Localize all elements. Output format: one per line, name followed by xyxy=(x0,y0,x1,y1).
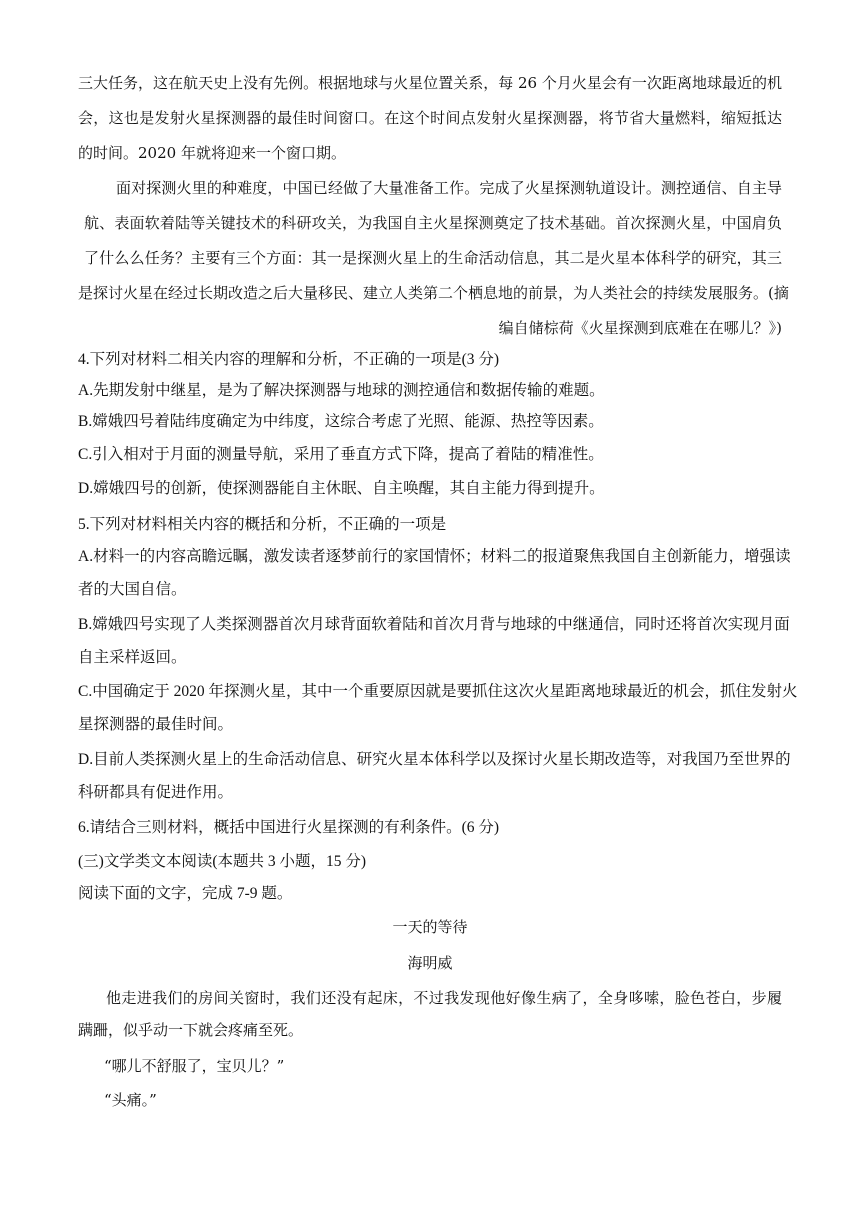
q5-option-b-line1: B.嫦娥四号实现了人类探测器首次月球背面软着陆和首次月背与地球的中继通信，同时还将首次实现月面 xyxy=(78,616,790,633)
q6-stem: 6.请结合三则材料，概括中国进行火星探测的有利条件。(6 分) xyxy=(78,819,500,836)
material3-line-2: 会，这也是发射火星探测器的最佳时间窗口。在这个时间点发射火星探测器，将节省大量燃料，缩短抵达 xyxy=(78,109,782,127)
story-title: 一天的等待 xyxy=(392,918,468,936)
material3-line-7: 是探讨火星在经过长期改造之后大量移民、建立人类第二个栖息地的前景，为人类社会的持续发展服务。(摘 xyxy=(78,284,789,302)
q4-option-a: A.先期发射中继星，是为了解决探测器与地球的测控通信和数据传输的难题。 xyxy=(78,382,605,399)
material3-source: 编自储棕荷《火星探测到底难在在哪儿？》) xyxy=(498,319,782,337)
material3-line-3: 的时间。2020 年就将迎来一个窗口期。 xyxy=(78,144,346,162)
section3-instruction: 阅读下面的文字，完成 7-9 题。 xyxy=(78,885,293,902)
q5-option-c-line1: C.中国确定于 2020 年探测火星，其中一个重要原因就是要抓住这次火星距离地球最近的机会，抓住发射火 xyxy=(78,683,798,700)
story-dialog-1: “哪儿不舒服了，宝贝儿？” xyxy=(104,1057,285,1075)
q4-stem: 4.下列对材料二相关内容的理解和分析，不正确的一项是(3 分) xyxy=(78,351,500,368)
q5-option-c-line2: 星探测器的最佳时间。 xyxy=(78,716,234,733)
material3-line-5: 航、表面软着陆等关键技术的科研攻关，为我国自主火星探测奠定了技术基础。首次探测火星，中国肩负 xyxy=(84,214,782,232)
section3-heading: (三)文学类文本阅读(本题共 3 小题，15 分) xyxy=(78,853,367,870)
material3-line-6: 了什么么任务？主要有三个方面：其一是探测火星上的生命活动信息，其二是火星本体科学的研究，其三 xyxy=(84,249,782,267)
q5-option-a-line2: 者的大国自信。 xyxy=(78,581,187,598)
q4-option-b: B.嫦娥四号着陆纬度确定为中纬度，这综合考虑了光照、能源、热控等因素。 xyxy=(78,413,604,430)
q5-stem: 5.下列对材料相关内容的概括和分析，不正确的一项是 xyxy=(78,516,447,533)
story-para1-line1: 他走进我们的房间关窗时，我们还没有起床，不过我发现他好像生病了，全身哆嗦，脸色苍白，步履 xyxy=(106,989,782,1007)
q5-option-a-line1: A.材料一的内容高瞻远瞩，激发读者逐梦前行的家国情怀；材料二的报道聚焦我国自主创新能力，增强读 xyxy=(78,548,791,565)
material3-line-4: 面对探测火里的种难度，中国已经做了大量准备工作。完成了火星探测轨道设计。测控通信、自主导 xyxy=(116,179,782,197)
material3-line-1: 三大任务，这在航天史上没有先例。根据地球与火星位置关系，每 26 个月火星会有一次距离地球最近的机 xyxy=(78,74,782,92)
q4-option-c: C.引入相对于月面的测量导航，采用了垂直方式下降，提高了着陆的精准性。 xyxy=(78,446,604,463)
q4-option-d: D.嫦娥四号的创新，使探测器能自主休眠、自主唤醒，其自主能力得到提升。 xyxy=(78,480,605,497)
story-author: 海明威 xyxy=(407,954,453,972)
story-para1-line2: 蹒跚，似乎动一下就会疼痛至死。 xyxy=(78,1021,304,1039)
story-dialog-2: “头痛。” xyxy=(104,1091,157,1109)
q5-option-d-line1: D.目前人类探测火星上的生命活动信息、研究火星本体科学以及探讨火星长期改造等，对我国乃至世界的 xyxy=(78,751,791,768)
q5-option-b-line2: 自主采样返回。 xyxy=(78,649,187,666)
q5-option-d-line2: 科研都具有促进作用。 xyxy=(78,784,234,801)
